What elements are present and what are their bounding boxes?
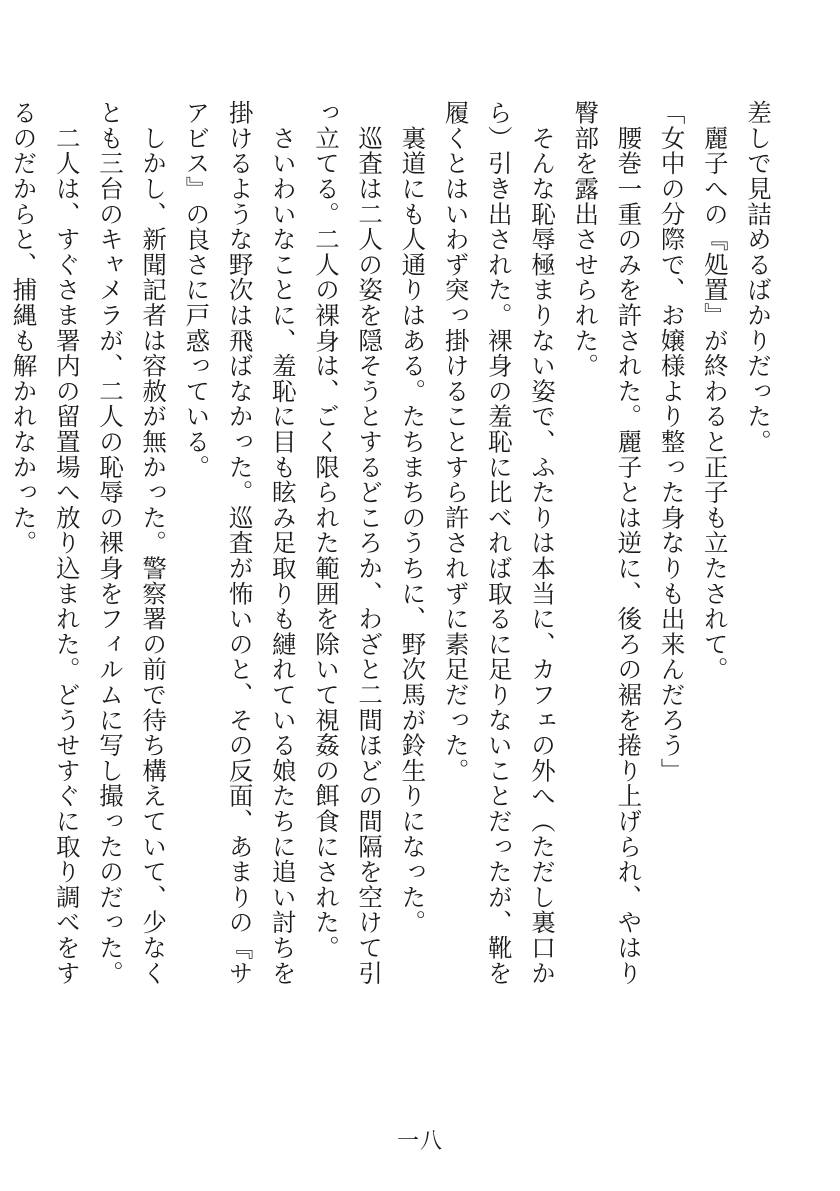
- paragraph: 「女中の分際で、お嬢様より整った身なりも出来んだろう」: [657, 100, 687, 784]
- paragraph: 裏道にも人通りはある。たちまちのうちに、野次馬が鈴生りになった。: [398, 100, 428, 935]
- paragraph: しかし、新聞記者は容赦が無かった。警察署の前で待ち構えていて、少なくとも三台のキャメラが、二人の恥辱の裸身をフィルムに写し撮ったのだった。: [95, 100, 169, 986]
- paragraph: 腰巻一重のみを許された。麗子とは逆に、後ろの裾を捲り上げられ、やはり臀部を露出させられた。: [571, 100, 644, 986]
- paragraph: [0, 100, 2, 1000]
- paragraph: さいわいなことに、羞恥に目も眩み足取りも縺れている娘たちに追い討ちを掛けるような野次は飛ばなかった。巡査が怖いのと、その反面、あまりの『サアビス』の良さに戸惑っている。: [182, 100, 298, 986]
- vertical-text-body: [9, 100, 780, 1000]
- paragraph: 二人は、すぐさま署内の留置場へ放り込まれた。どうせすぐに取り調べをするのだからと、捕縄も解かれなかった。: [9, 100, 82, 986]
- paragraph: 差しで見詰めるばかりだった。: [744, 100, 773, 455]
- page-number: 一八: [396, 1129, 443, 1154]
- paragraph: 麗子への『処置』が終わると正子も立たされて。: [700, 100, 730, 682]
- paragraph: 巡査は二人の姿を隠そうとするどころか、わざと二間ほどの間隔を空けて引っ立てる。二人の裸身は、ごく限られた範囲を除いて視姦の餌食にされた。: [311, 100, 385, 986]
- paragraph: そんな恥辱極まりない姿で、ふたりは本当に、カフェの外へ（ただし裏口から）引き出された。裸身の羞恥に比べれば取るに足りないことだったが、靴を履くとはいわず突っ掛けることすら許されずに素足だった。: [441, 100, 557, 986]
